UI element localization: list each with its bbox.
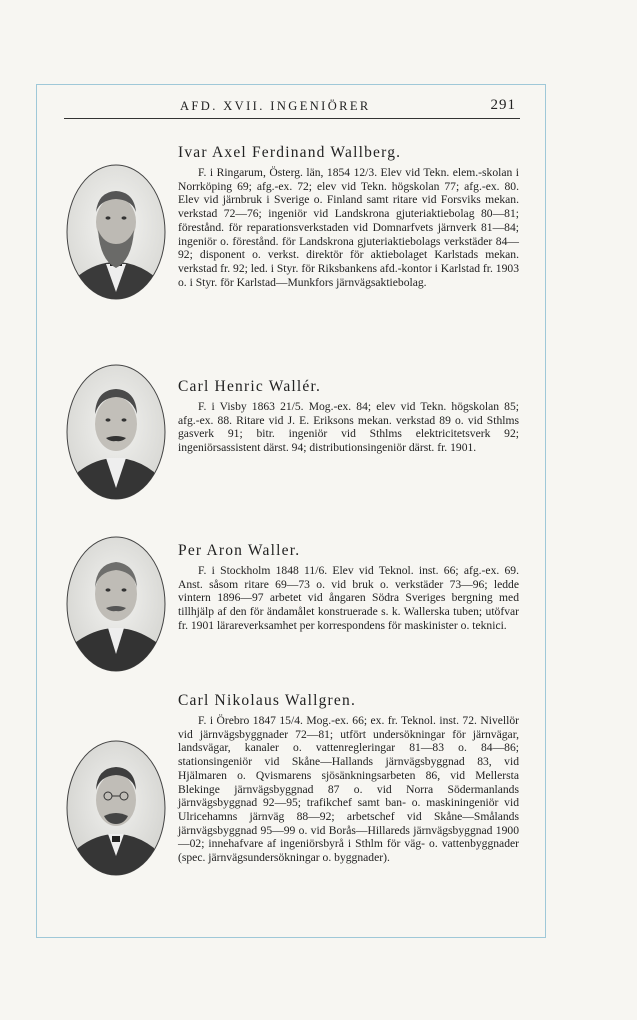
running-header bbox=[64, 96, 520, 119]
person-name: Carl Nikolaus Wallgren. bbox=[178, 692, 357, 709]
biography-text: F. i Stockholm 1848 11/6. Elev vid Teknol. inst. 66; afg.-ex. 69. Anst. såsom ritare 69—73 o. vid bruk o. verkstäder 73—96; ledde vintern 1896—97 arbetet vid ångaren Södra Sveriges bergning med tillhjälp af den för ändamålet konstruerade s. k. Wallerska tuben; utöfvar fr. 1901 lärareverksamhet per korrespondens för maskinister o. teknici. bbox=[178, 564, 519, 632]
portrait-photo bbox=[66, 164, 166, 300]
person-name: Ivar Axel Ferdinand Wallberg. bbox=[178, 144, 402, 161]
person-name: Carl Henric Wallér. bbox=[178, 378, 322, 395]
portrait-photo bbox=[66, 740, 166, 876]
biography-text: F. i Ringarum, Österg. län, 1854 12/3. Elev vid Tekn. elem.-skolan i Norrköping 69; afg.-ex. 72; elev vid Tekn. högskolan 77; afg.-ex. 80. Elev vid järnbruk i Sverige o. Finland samt ritare vid Forsviks mekan. verkstad 72—76; ingeniör vid Landskrona gjuteriaktiebolag 80—81; förestånd. för reparationsverkstaden vid Domnarfvets järnverk 81—84; ingeniör o. förestånd. för Landskrona gjuteriaktiebolags verkstäder 84—92; disponent o. verkst. direktör för aktiebolaget Karlstads mekan. verkstad fr. 92; led. i Styr. för Riksbankens afd.-kontor i Karlstad fr. 1903 o. i Styr. för Karlstad—Munkfors järnvägsaktiebolag. bbox=[178, 166, 519, 289]
person-name: Per Aron Waller. bbox=[178, 542, 301, 559]
biography-text: F. i Örebro 1847 15/4. Mog.-ex. 66; ex. fr. Teknol. inst. 72. Nivellör vid järnvägsbyggnader 72—81; utfört undersökningar för järnvägar, landsvägar, kanaler o. vattenregleringar 81—83 o. 84—86; stationsingeniör vid Skåne—Hallands järnvägsbyggnad 83, vid Hjälmaren o. Qvismarens sjösänkningsarbeten 86, vid Mellersta Blekinge järnvägsbyggnad 87 o. vid Norra Södermanlands järnvägsbyggnad 92—95; trafikchef samt ban- o. maskiningeniör vid Ulricehamns järnväg 88—92; arbetschef vid Skåne—Smålands järnvägsbyggnad 95—99 o. vid Borås—Hillareds järnvägsbyggnad 1900—02; innehafvare af ingeniörsbyrå i Sthlm för väg- o. vattenbyggnader (spec. järnvägsundersökningar o. byggnader). bbox=[178, 714, 519, 865]
portrait-photo bbox=[66, 364, 166, 500]
portrait-photo bbox=[66, 536, 166, 672]
biography-text: F. i Visby 1863 21/5. Mog.-ex. 84; elev vid Tekn. högskolan 85; afg.-ex. 88. Ritare vid J. E. Eriksons mekan. verkstad 89 o. vid Sthlms gasverk 91; bitr. ingeniör vid Sthlms elektricitetsverk 92; ingeniörsassistent därst. 94; distributionsingeniör därst. fr. 1901. bbox=[178, 400, 519, 455]
page-number: 291 bbox=[490, 97, 516, 113]
section-title: AFD. XVII. INGENIÖRER bbox=[180, 99, 371, 113]
